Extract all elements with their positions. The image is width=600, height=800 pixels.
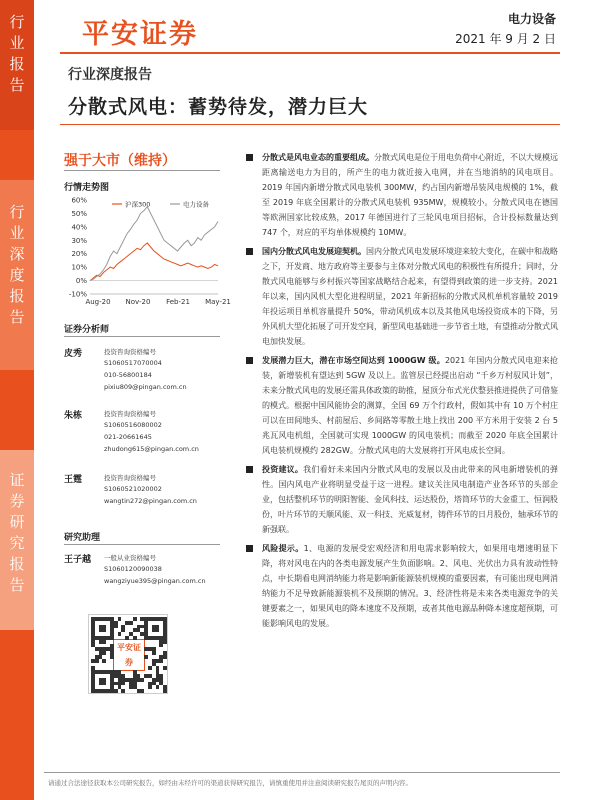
rating-divider <box>64 170 220 171</box>
qr-module <box>102 640 106 644</box>
assistant-name: 王子越 <box>64 555 92 565</box>
analysts-label: 证券分析师 <box>64 325 110 335</box>
analyst-card <box>64 408 224 464</box>
bullet-body: 国内分散式风电发展环境迎来较大变化，在碳中和战略之下，开发商、地方政府等主要参与主体对分散式风电的积极性有所提升；同时，分散式风电能够与乡村振兴等国家战略结合起来，有望得到政策的进一步支持。2021 年以来，国内风机大型化进程明显，2021 年新招标的分散式风机单机容量较 2019 年投运项目单机容量提升 50%，带动风机成本以及其他风电场投资成本的下降，另外风机大型化拓展了可开发空间，新型风电基础进一步节省土地，有望推动分散式风电加快发展。 <box>262 247 558 346</box>
price-trend-chart <box>62 194 231 310</box>
qr-module <box>159 659 163 663</box>
legend-label: 沪深300 <box>125 200 151 209</box>
qr-module <box>121 628 125 632</box>
y-tick-label: 60% <box>71 196 87 205</box>
bullet-heading: 发展潜力巨大，潜在市场空间达到 1000GW 级。 <box>262 356 445 365</box>
assistant-card <box>64 552 224 596</box>
y-tick-label: -10% <box>68 290 87 299</box>
qr-module <box>148 666 152 670</box>
qr-module <box>95 659 99 663</box>
analyst-email[interactable]: pixiu809@pingan.com.cn <box>104 383 187 391</box>
y-tick-label: 30% <box>71 236 87 245</box>
rating: 强于大市（维持） <box>64 153 176 169</box>
qr-module <box>118 632 122 636</box>
qr-module <box>163 666 167 670</box>
bullet-item <box>246 150 558 240</box>
qr-module <box>156 685 160 689</box>
analyst-detail: 投资咨询资格编号 <box>104 474 156 482</box>
footer-disclaimer: 请通过合法途径获取本公司研究报告，如经由未经许可的渠道获得研究报告，请慎重使用并注意阅读研究报告尾页的声明内容。 <box>48 779 412 787</box>
bullet-body: 分散式风电是位于用电负荷中心附近，不以大规模远距离输送电力为目的，所产生的电力就近接入电网，并在当地消纳的风电项目。2019 年国内新增分散式风电装机 300MW，约占国内新增吊装风电规模的 1%，截至 2019 年底全国累计的分散式风电装机 935MW，规模较小。分散式风电在德国等欧洲国家比较成熟，2017 年德国进行了三轮风电项目招标，合计投标数量达到 747 个，对应的平均单体规模约 10MW。 <box>262 153 558 237</box>
qr-module <box>156 628 160 632</box>
analyst-detail: 021-20661645 <box>104 433 152 441</box>
qr-module <box>121 689 125 693</box>
qr-module <box>102 651 106 655</box>
doc-date: 2021 年 9 月 2 日 <box>455 32 556 46</box>
qr-module <box>144 655 148 659</box>
assistant-detail: 一般从业资格编号 <box>104 554 156 562</box>
qr-module <box>152 651 156 655</box>
assistant-email[interactable]: wangziyue395@pingan.com.cn <box>104 577 206 585</box>
title-divider <box>60 124 560 125</box>
analyst-detail: S1060516080002 <box>104 421 162 429</box>
bullet-square-icon <box>246 154 253 161</box>
qr-module <box>133 617 137 621</box>
analyst-name: 王霆 <box>64 475 83 485</box>
qr-module <box>163 640 167 644</box>
y-tick-label: 10% <box>71 263 87 272</box>
company-logo: 平安证券 <box>82 19 198 50</box>
x-tick-label: May-21 <box>205 298 231 306</box>
assistants-label: 研究助理 <box>64 533 101 543</box>
qr-module <box>110 655 114 659</box>
bullet-item <box>246 541 558 631</box>
report-title: 分散式风电：蓄势待发，潜力巨大 <box>68 96 369 118</box>
analysts-divider <box>64 336 220 337</box>
analyst-email[interactable]: wangtin272@pingan.com.cn <box>104 497 197 505</box>
sidebar-label-mid: 行 业 深 度 报 告 <box>9 203 25 326</box>
bullet-heading: 分散式是风电业态的重要组成。 <box>262 153 374 162</box>
bullet-item <box>246 353 558 458</box>
y-tick-label: 20% <box>71 250 87 259</box>
summary-bullets <box>246 150 558 635</box>
qr-module <box>102 682 106 686</box>
analyst-detail: 010-56800184 <box>104 371 152 379</box>
qr-module <box>159 644 163 648</box>
qr-module <box>163 689 167 693</box>
bullet-heading: 风险提示。 <box>262 544 304 553</box>
sidebar-label-top: 行 业 报 告 <box>9 13 25 94</box>
analyst-detail: 投资咨询资格编号 <box>104 348 156 356</box>
bullet-square-icon <box>246 248 253 255</box>
assistants-divider <box>64 544 220 545</box>
x-tick-label: Nov-20 <box>125 298 151 306</box>
qr-module <box>118 617 122 621</box>
y-tick-label: 40% <box>71 223 87 232</box>
bullet-body: 1、电源的发展受宏观经济和用电需求影响较大，如果用电增速明显下降，将对风电在内的各类电源发展产生负面影响。2、风电、光伏出力具有波动性特点，中长期看电网消纳能力将是影响新能源装机规模的重要因素，有可能出现电网消纳能力不足导致新能源装机不及预期的情况。3、经济性将是未来各类电源竞争的关键要素之一，如果风电的降本速度不及预期，或者其他电源品种降本速度超预期，可能影响风电的发展。 <box>262 544 558 628</box>
bullet-item <box>246 244 558 349</box>
qr-module <box>121 682 125 686</box>
bullet-item <box>246 462 558 537</box>
qr-module <box>140 678 144 682</box>
qr-module <box>102 628 106 632</box>
bullet-square-icon <box>246 357 253 364</box>
analyst-card <box>64 472 224 516</box>
sidebar-label-bottom: 证 券 研 究 报 告 <box>9 471 25 594</box>
footer-divider <box>44 772 560 773</box>
bullet-body: 我们看好未来国内分散式风电的发展以及由此带来的风电新增装机的弹性。国内风电产业将明显受益于这一进程。建议关注风电制造产业各环节的头部企业，包括整机环节的明阳智能、金风科技、运达股份，塔筒环节的大金重工、恒润股份，叶片环节的天顺风能、双一科技、光威复材，铸件环节的日月股份，轴承环节的新强联。 <box>262 465 559 534</box>
qr-logo: 平安证券 <box>113 639 145 671</box>
legend-label: 电力设备 <box>183 200 209 209</box>
qr-module <box>133 636 137 640</box>
analyst-detail: 投资咨询资格编号 <box>104 410 156 418</box>
qr-module <box>148 685 152 689</box>
bullet-heading: 国内分散式风电发展迎契机。 <box>262 247 366 256</box>
analyst-card <box>64 346 224 402</box>
qr-module <box>102 659 106 663</box>
analyst-email[interactable]: zhudong615@pingan.com.cn <box>104 445 199 453</box>
qr-module <box>110 636 114 640</box>
x-tick-label: Aug-20 <box>85 298 111 306</box>
doc-category: 电力设备 <box>507 12 556 26</box>
qr-module <box>125 636 129 640</box>
chart-title: 行情走势图 <box>64 183 110 193</box>
report-type: 行业深度报告 <box>68 67 152 83</box>
header-divider <box>60 52 560 54</box>
qr-module <box>114 689 118 693</box>
qr-module <box>114 625 118 629</box>
qr-module <box>129 621 133 625</box>
bullet-body: 2021 年国内分散式风电迎来抢装，新增装机有望达到 5GW 及以上。监管层已经提出启动 “千乡万村驭风计划”，未来分散式风电的发展还需具体政策的助推，屋顶分布式光伏整县推进提供了可借鉴的模式。根据中国风能协会的测算，全国 69 万个行政村，假如其中有 10 万个村庄可以在田间地头、村前屋后、乡间路等零散土地上找出 200 平方米用于安装 2 台 5 兆瓦风电机组，全国就可实现 1000GW 的风电装机；而截至 2020 年底全国累计风电装机规模约 282GW。分散式风电的大发展将打开风电成长空间。 <box>262 356 558 455</box>
bullet-heading: 投资建议。 <box>262 465 304 474</box>
analyst-detail: S1060517070004 <box>104 359 162 367</box>
analyst-name: 朱栋 <box>64 411 83 421</box>
analyst-name: 皮秀 <box>64 349 83 359</box>
y-tick-label: 50% <box>71 209 87 218</box>
qr-module <box>140 689 144 693</box>
y-tick-label: 0% <box>75 277 87 286</box>
qr-module <box>163 655 167 659</box>
bullet-square-icon <box>246 545 253 552</box>
chart-svg <box>62 194 231 310</box>
assistant-detail: S1060120090038 <box>104 565 162 573</box>
analyst-detail: S1060521020002 <box>104 485 162 493</box>
series-line <box>90 243 218 281</box>
series-line <box>90 207 218 281</box>
x-tick-label: Feb-21 <box>166 298 190 306</box>
bullet-square-icon <box>246 466 253 473</box>
qr-code[interactable] <box>88 614 168 694</box>
